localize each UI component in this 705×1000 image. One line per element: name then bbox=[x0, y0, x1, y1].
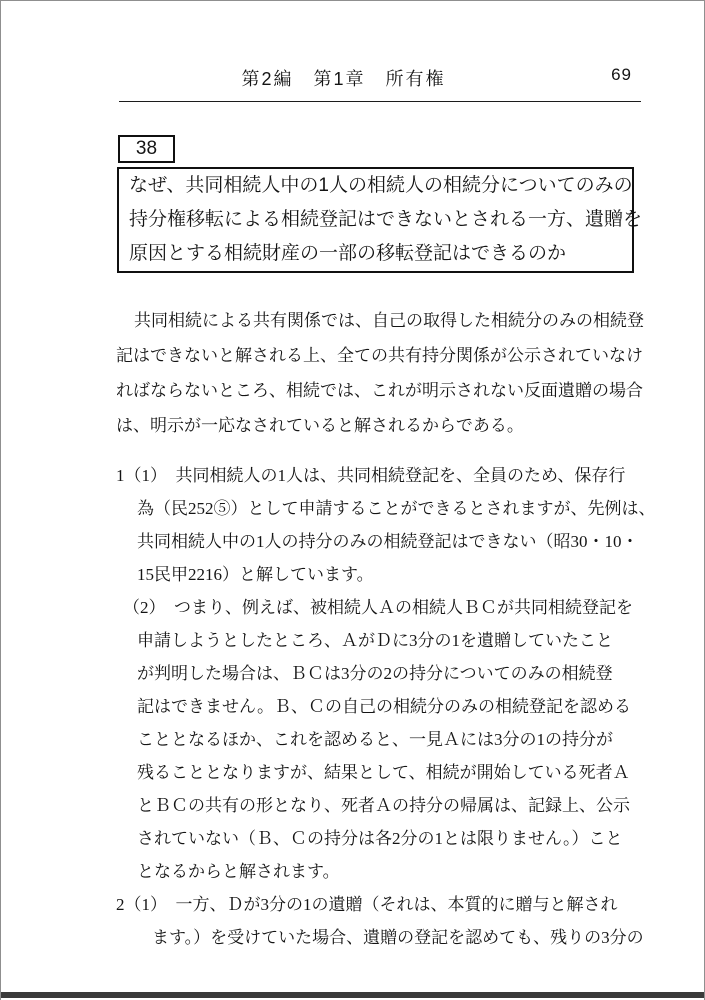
text-line: 2（1） 一方、Ｄが3分の1の遺贈（それは、本質的に贈与と解され bbox=[116, 895, 618, 914]
text-line: とＢＣの共有の形となり、死者Ａの持分の帰属は、記録上、公示 bbox=[137, 796, 630, 815]
text-line: ます。）を受けていた場合、遺贈の登記を認めても、残りの3分の bbox=[152, 928, 644, 947]
page-body bbox=[116, 297, 656, 954]
text-line: 原因とする相続財産の一部の移転登記はできるのか bbox=[129, 243, 567, 264]
text-line: 申請しようとしたところ、ＡがＤに3分の1を遺贈していたこと bbox=[137, 631, 613, 650]
text-line: 15民甲2216）と解しています。 bbox=[137, 565, 374, 584]
text-line: 共同相続人中の1人の持分のみの相続登記はできない（昭30・10・ bbox=[137, 532, 639, 551]
explanation-item-2-1 bbox=[116, 888, 646, 954]
explanation-item-2 bbox=[116, 591, 646, 888]
text-line: 記はできません。Ｂ、Ｃの自己の相続分のみの相続登記を認める bbox=[137, 697, 632, 716]
question-box bbox=[117, 167, 643, 273]
text-line: ればならないところ、相続では、これが明示されない反面遺贈の場合 bbox=[116, 381, 643, 400]
page-bottom-edge bbox=[1, 992, 704, 998]
explanation-item-1-1 bbox=[116, 459, 656, 591]
text-line: 共同相続による共有関係では、自己の取得した相続分のみの相続登 bbox=[134, 311, 644, 330]
text-line: 1（1） 共同相続人の1人は、共同相続登記を、全員のため、保存行 bbox=[116, 466, 626, 485]
chapter-header: 第2編 第1章 所有権 bbox=[241, 69, 446, 89]
text-line: は、明示が一応なされていると解されるからである。 bbox=[116, 416, 524, 435]
text-line: こととなるほか、これを認めると、一見Ａには3分の1の持分が bbox=[137, 730, 613, 749]
text-line: されていない（Ｂ、Ｃの持分は各2分の1とは限りません。）こと bbox=[137, 829, 623, 848]
text-line: 持分権移転による相続登記はできないとされる一方、遺贈を bbox=[129, 209, 643, 230]
answer-summary-paragraph bbox=[116, 303, 646, 443]
question-number-box bbox=[118, 135, 175, 163]
page-number: 69 bbox=[611, 65, 632, 84]
explanation-section bbox=[116, 459, 656, 954]
text-line: が判明した場合は、ＢＣは3分の2の持分についてのみの相続登 bbox=[137, 664, 613, 683]
header-divider bbox=[119, 101, 641, 102]
text-line: 為（民252⑤）として申請することができるとされますが、先例は、 bbox=[137, 499, 656, 518]
text-line: （2） つまり、例えば、被相続人Ａの相続人ＢＣが共同相続登記を bbox=[123, 598, 633, 617]
question-number: 38 bbox=[135, 138, 158, 159]
text-line: となるからと解されます。 bbox=[137, 862, 340, 881]
text-line: 記はできないと解される上、全ての共有持分関係が公示されていなけ bbox=[116, 346, 643, 365]
text-line: なぜ、共同相続人中の1人の相続人の相続分についてのみの bbox=[129, 175, 633, 196]
text-line: 残ることとなりますが、結果として、相続が開始している死者Ａ bbox=[137, 763, 630, 782]
